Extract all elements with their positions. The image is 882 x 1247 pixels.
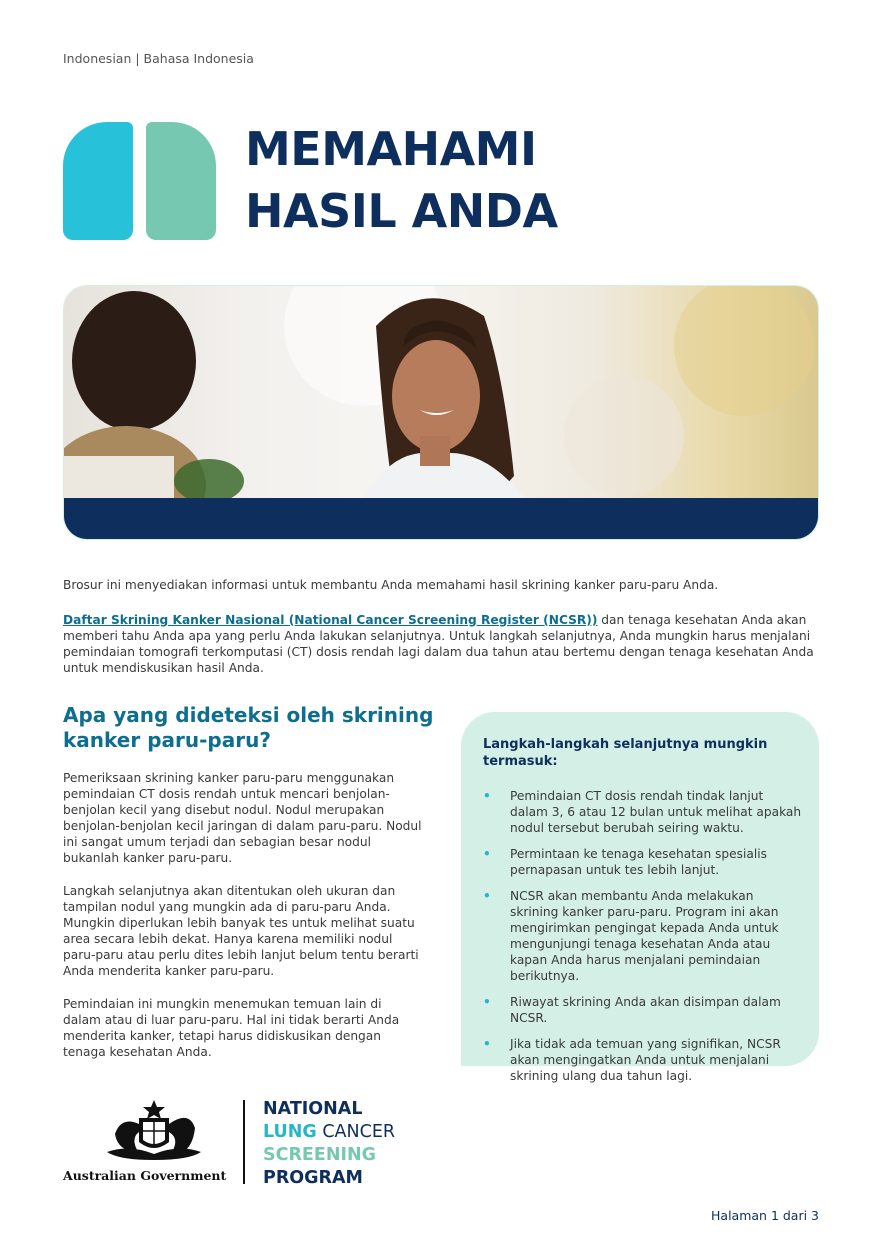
language-label: Indonesian | Bahasa Indonesia xyxy=(63,51,254,66)
hero-image xyxy=(63,285,819,540)
lung-left-icon xyxy=(63,122,133,240)
hero-band xyxy=(64,498,818,540)
consultation-illustration xyxy=(64,286,819,498)
next-steps-box xyxy=(461,712,819,1083)
intro-paragraph-1: Brosur ini menyediakan informasi untuk membantu Anda memahami hasil skrining kanker paru-paru Anda. xyxy=(63,578,719,592)
section-heading xyxy=(63,703,433,753)
list-item: • Pemindaian CT dosis rendah tindak lanjut dalam 3, 6 atau 12 bulan untuk melihat apakah nodul tersebut berubah seiring waktu. xyxy=(483,789,802,835)
bullet-icon: • xyxy=(483,789,491,803)
section-heading-line-2: kanker paru-paru? xyxy=(63,728,271,752)
list-item: • Permintaan ke tenaga kesehatan spesialis pernapasan untuk tes lebih lanjut. xyxy=(483,847,767,877)
next-steps-list xyxy=(483,788,803,1094)
australian-government-logo xyxy=(63,1098,228,1186)
hero-photo xyxy=(64,286,818,498)
program-line-4: PROGRAM xyxy=(263,1168,363,1188)
title-line-2: HASIL ANDA xyxy=(245,184,558,238)
program-logo xyxy=(263,1098,395,1190)
list-item: • NCSR akan membantu Anda melakukan skrining kanker paru-paru. Program ini akan mengirimkan pengingat kepada Anda untuk mengunjungi tenaga kesehatan Anda atau kapan Anda harus menjalani pemindaian berikutnya. xyxy=(483,889,779,983)
government-name: Australian Government xyxy=(63,1168,227,1183)
section-paragraph-3: Pemindaian ini mungkin menemukan temuan lain di dalam atau di luar paru-paru. Hal ini tidak berarti Anda menderita kanker, tetapi harus didiskusikan dengan tenaga kesehatan Anda. xyxy=(63,997,400,1059)
intro-paragraph-2 xyxy=(63,612,819,676)
bullet-icon: • xyxy=(483,995,491,1009)
page-title xyxy=(245,118,558,242)
logo-divider xyxy=(243,1100,245,1184)
intro-paragraph-2-text: dan tenaga kesehatan Anda akan memberi tahu Anda apa yang perlu Anda lakukan selanjutnya. Untuk langkah selanjutnya, Anda mungkin harus menjalani pemindaian tomografi terkomputasi (CT) dosis rendah lagi dalam dua tahun atau bertemu dengan tenaga kesehatan Anda untuk mendiskusikan hasil Anda. xyxy=(63,613,814,675)
page-number: Halaman 1 dari 3 xyxy=(711,1208,819,1223)
bullet-icon: • xyxy=(483,889,491,903)
list-item: • Jika tidak ada temuan yang signifikan, NCSR akan mengingatkan Anda untuk menjalani skrining ulang dua tahun lagi. xyxy=(483,1037,781,1083)
next-steps-title: Langkah-langkah selanjutnya mungkin termasuk: xyxy=(483,737,768,769)
lung-right-icon xyxy=(146,122,216,240)
coat-of-arms-icon xyxy=(99,1098,209,1162)
title-line-1: MEMAHAMI xyxy=(245,122,537,176)
program-line-3: SCREENING xyxy=(263,1145,376,1165)
section-heading-line-1: Apa yang dideteksi oleh skrining xyxy=(63,703,434,727)
section-paragraph-2: Langkah selanjutnya akan ditentukan oleh ukuran dan tampilan nodul yang mungkin ada di paru-paru Anda. Mungkin diperlukan lebih banyak tes untuk melihat suatu area secara lebih dekat. Hanya karena memiliki nodul paru-paru atau perlu dites lebih lanjut belum tentu berarti Anda menderita kanker paru-paru. xyxy=(63,884,419,978)
program-line-1: NATIONAL xyxy=(263,1099,363,1119)
bullet-icon: • xyxy=(483,1037,491,1051)
program-line-2: LUNG CANCER xyxy=(263,1122,396,1142)
section-paragraph-1: Pemeriksaan skrining kanker paru-paru menggunakan pemindaian CT dosis rendah untuk mencari benjolan-benjolan kecil yang disebut nodul. Nodul merupakan benjolan-benjolan kecil jaringan di dalam paru-paru. Nodul ini sangat umum terjadi dan sebagian besar nodul bukanlah kanker paru-paru. xyxy=(63,771,422,865)
bullet-icon: • xyxy=(483,847,491,861)
ncsr-link[interactable]: Daftar Skrining Kanker Nasional (National Cancer Screening Register (NCSR)) xyxy=(63,613,598,627)
list-item: • Riwayat skrining Anda akan disimpan dalam NCSR. xyxy=(483,995,781,1025)
